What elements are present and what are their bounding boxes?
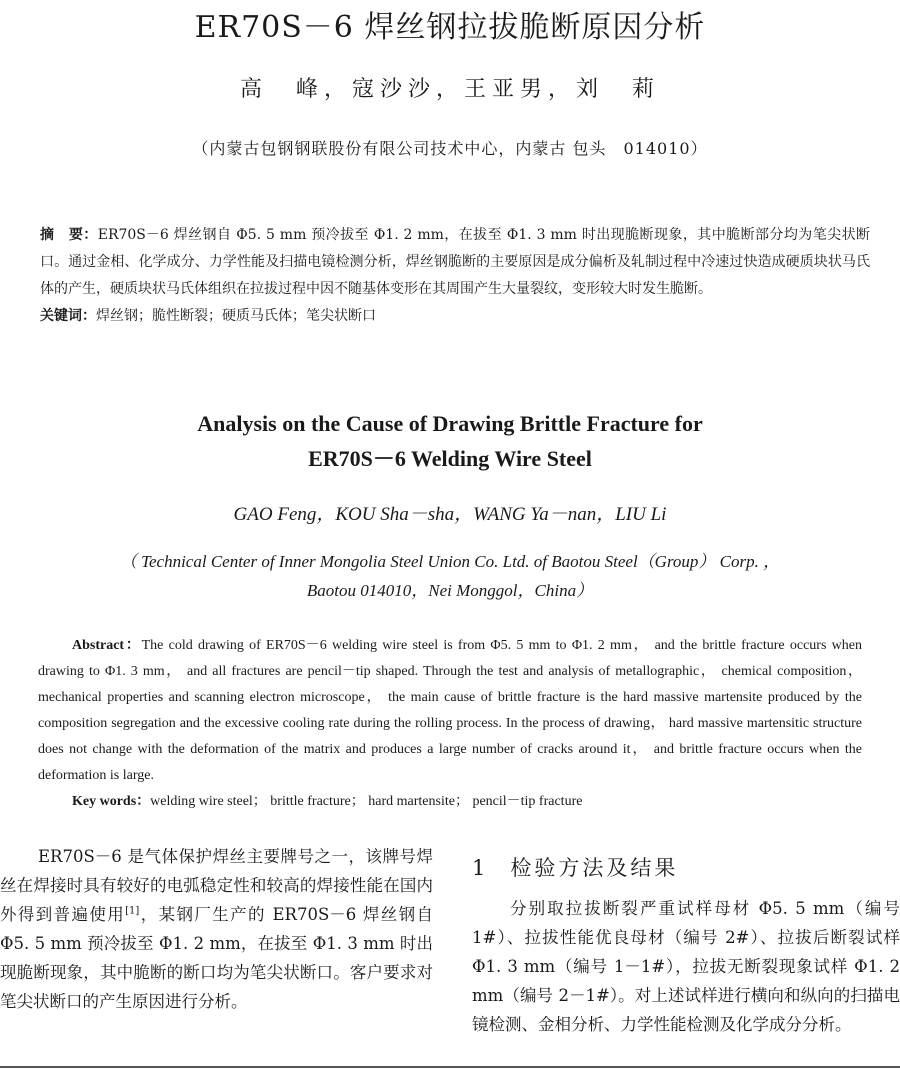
english-keywords (38, 789, 862, 815)
english-keywords-text: welding wire steel； brittle fracture； hard martensite； pencil－tip fracture (150, 794, 583, 809)
section-1-number: 1 (472, 856, 489, 880)
english-title-line-2: ER70S－6 Welding Wire Steel (308, 446, 592, 471)
introduction-text-part-2: ，某钢厂生产的 ER70S－6 焊丝钢自 Φ5. 5 mm 预冷拔至 Φ1. 2 mm，在拔至 Φ1. 3 mm 时出现脆断现象，其中脆断的断口均为笔尖状断口。客户要求对笔尖状断口的产生原因进行分析。 (0, 905, 433, 1011)
chinese-keywords-text: 焊丝钢；脆性断裂；硬质马氏体；笔尖状断口 (96, 308, 376, 324)
bottom-rule (0, 1066, 900, 1068)
introduction-column (0, 842, 433, 1016)
chinese-abstract-label: 摘 要： (40, 227, 98, 243)
chinese-authors: 高 峰，寇沙沙，王亚男，刘 莉 (239, 77, 660, 102)
chinese-abstract-paragraph (40, 222, 870, 303)
chinese-affiliation: （内蒙古包钢钢联股份有限公司技术中心，内蒙古 包头 014010） (192, 139, 708, 158)
section-1-heading (472, 852, 900, 882)
citation-reference[interactable]: [1] (125, 905, 140, 917)
english-title (0, 406, 900, 476)
english-abstract-text: The cold drawing of ER70S－6 welding wire steel is from Φ5. 5 mm to Φ1. 2 mm， and the brittle fracture occurs when drawing to Φ1. 3 mm， and all fractures are pencil－tip shaped. Through the test and analysis of metallographic， chemical composition， mechanical properties and scanning electron microscope， the main cause of brittle fracture is the hard massive martensite produced by the composition segregation and the excessive cooling rate during the rolling process. In the process of drawing， hard massive martensitic structure does not change with the deformation of the matrix and produces a large number of cracks around it， and brittle fracture occurs when the deformation is large. (38, 638, 862, 783)
english-affiliation-line-1: （ Technical Center of Inner Mongolia Steel Union Co. Ltd. of Baotou Steel（Group） Corp. ， (119, 552, 781, 571)
section-1-column (472, 852, 900, 1039)
english-authors: GAO Feng，KOU Sha－sha，WANG Ya－nan，LIU Li (233, 504, 667, 525)
chinese-title: ER70S－6 焊丝钢拉拔脆断原因分析 (194, 10, 706, 45)
english-title-line-1: Analysis on the Cause of Drawing Brittle Fracture for (197, 411, 703, 436)
introduction-paragraph (0, 842, 433, 1016)
english-abstract (38, 633, 862, 815)
chinese-abstract (40, 222, 870, 330)
section-1-title: 检验方法及结果 (510, 856, 679, 880)
introduction-text-part-1: ER70S－6 是气体保护焊丝主要牌号之一，该牌号焊丝在焊接时具有较好的电弧稳定性和较高的焊接性能在国内外得到普遍使用 (0, 847, 433, 924)
section-1-paragraph: 分别取拉拔断裂严重试样母材 Φ5. 5 mm（编号 1#）、拉拔性能优良母材（编号 2#）、拉拔后断裂试样 Φ1. 3 mm（编号 1－1#），拉拔无断裂现象试样 Φ1. 2 mm（编号 2－1#）。对上述试样进行横向和纵向的扫描电镜检测、金相分析、力学性能检测及化学成分分析。 (472, 899, 900, 1034)
english-abstract-label: Abstract： (72, 638, 142, 653)
chinese-abstract-text: ER70S－6 焊丝钢自 Φ5. 5 mm 预冷拔至 Φ1. 2 mm，在拔至 Φ1. 3 mm 时出现脆断现象，其中脆断部分均为笔尖状断口。通过金相、化学成分、力学性能及扫描电镜检测分析，焊丝钢脆断的主要原因是成分偏析及轧制过程中冷速过快造成硬质块状马氏体的产生，硬质块状马氏体组织在拉拔过程中因不随基体变形在其周围产生大量裂纹，变形较大时发生脆断。 (40, 227, 871, 297)
english-abstract-paragraph (38, 633, 862, 789)
chinese-keywords-label: 关键词： (40, 308, 96, 324)
english-affiliation (0, 547, 900, 605)
english-keywords-label: Key words： (72, 794, 151, 809)
english-affiliation-line-2: Baotou 014010，Nei Monggol，China） (306, 581, 594, 600)
chinese-keywords (40, 303, 870, 330)
